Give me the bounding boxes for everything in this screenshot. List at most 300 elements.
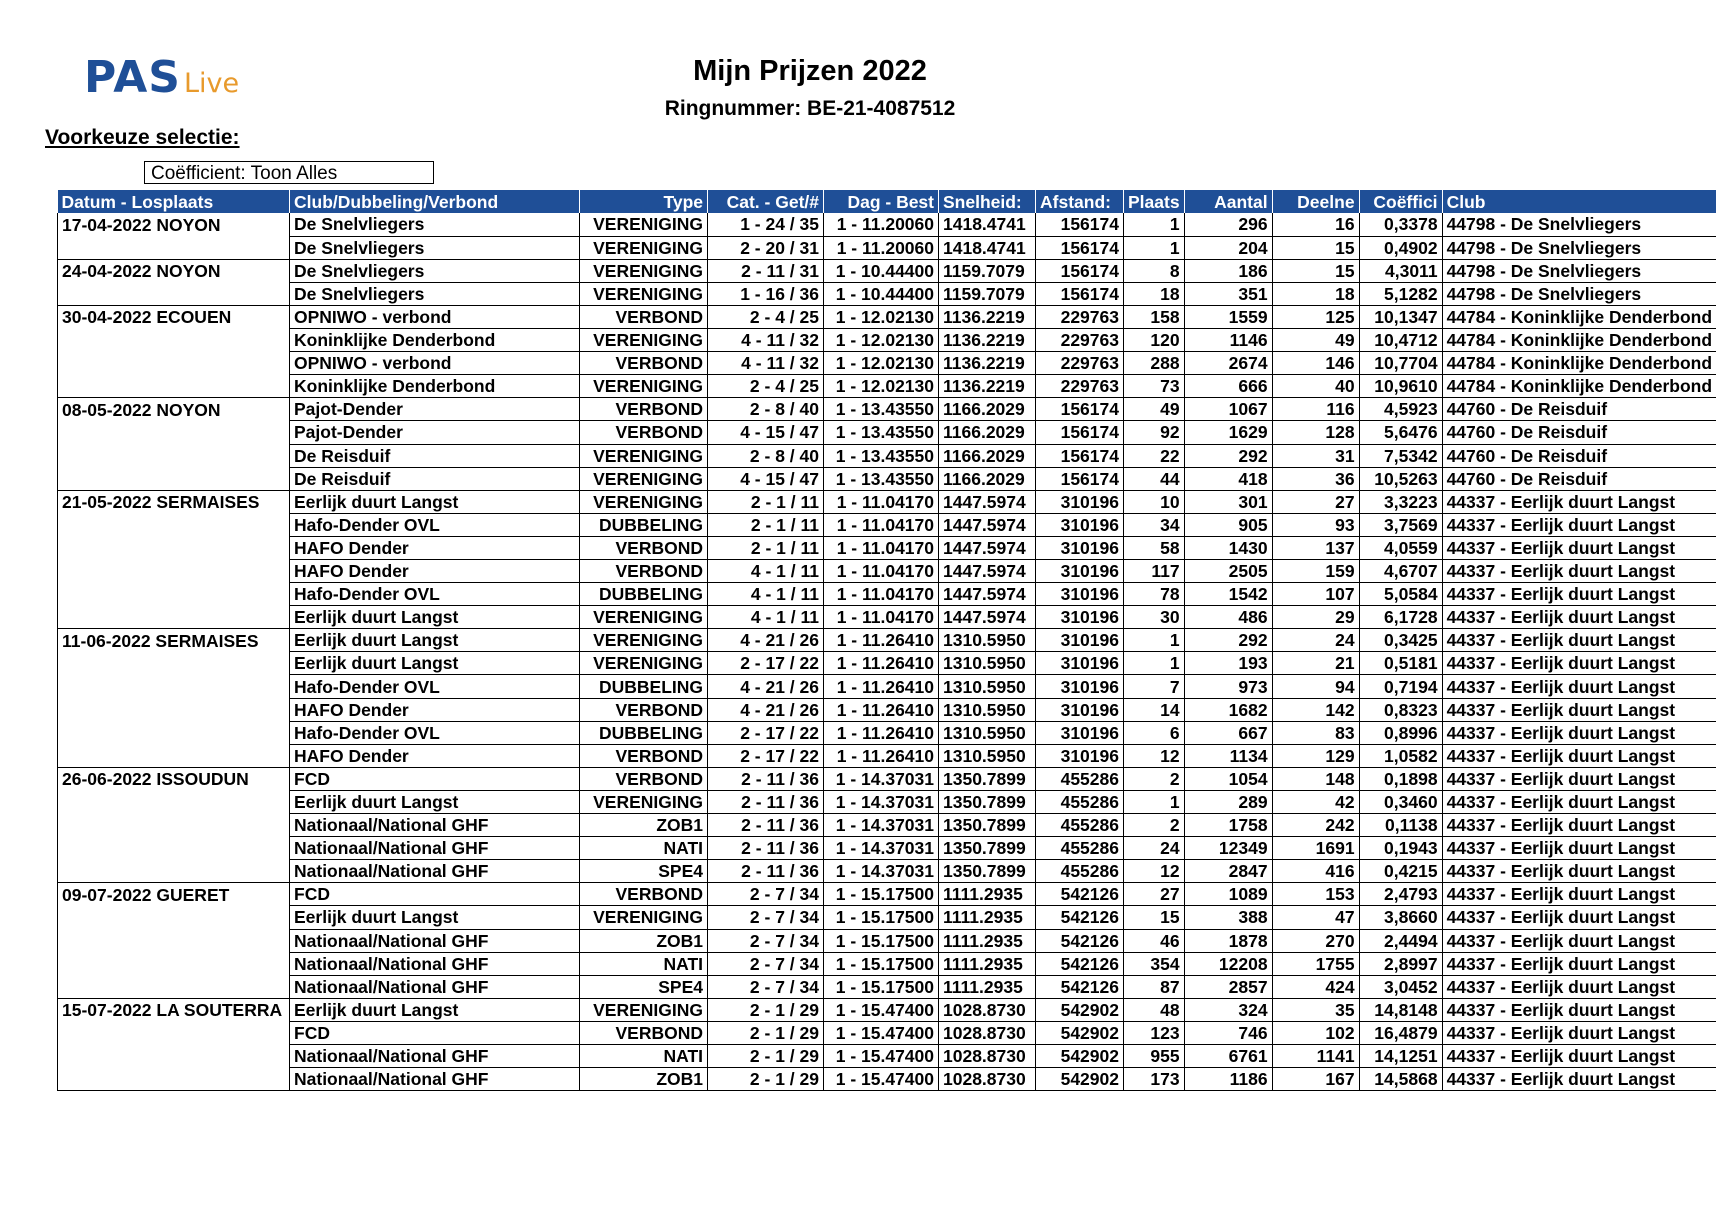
day-best-cell: 1 - 15.17500 <box>824 975 939 998</box>
club-cell: Nationaal/National GHF <box>290 814 580 837</box>
club-name-cell: 44760 - De Reisduif <box>1442 421 1716 444</box>
table-row <box>58 375 1717 398</box>
category-cell: 2 - 7 / 34 <box>708 975 824 998</box>
distance-cell: 229763 <box>1036 329 1124 352</box>
date-place-cell <box>58 560 290 583</box>
participants-cell: 16 <box>1272 213 1359 236</box>
club-cell: Eerlijk duurt Langst <box>290 490 580 513</box>
type-cell: VERBOND <box>580 352 708 375</box>
place-cell: 78 <box>1124 583 1185 606</box>
club-name-cell: 44784 - Koninklijke Denderbond <box>1442 352 1716 375</box>
coefficient-cell: 0,1138 <box>1359 814 1442 837</box>
participants-cell: 1141 <box>1272 1044 1359 1067</box>
date-place-cell: 15-07-2022 LA SOUTERRA <box>58 998 290 1021</box>
club-name-cell: 44798 - De Snelvliegers <box>1442 236 1716 259</box>
club-cell: De Snelvliegers <box>290 236 580 259</box>
distance-cell: 542902 <box>1036 1021 1124 1044</box>
table-row <box>58 767 1717 790</box>
place-cell: 2 <box>1124 767 1185 790</box>
place-cell: 27 <box>1124 883 1185 906</box>
distance-cell: 310196 <box>1036 490 1124 513</box>
speed-cell: 1447.5974 <box>939 606 1036 629</box>
type-cell: VERENIGING <box>580 282 708 305</box>
table-row <box>58 305 1717 328</box>
count-cell: 289 <box>1184 790 1272 813</box>
type-cell: DUBBELING <box>580 721 708 744</box>
day-best-cell: 1 - 12.02130 <box>824 305 939 328</box>
header-category: Cat. - Get/# <box>708 190 824 213</box>
club-name-cell: 44337 - Eerlijk duurt Langst <box>1442 560 1716 583</box>
coefficient-cell: 4,0559 <box>1359 536 1442 559</box>
day-best-cell: 1 - 12.02130 <box>824 375 939 398</box>
club-name-cell: 44337 - Eerlijk duurt Langst <box>1442 883 1716 906</box>
date-place-cell: 11-06-2022 SERMAISES <box>58 629 290 652</box>
distance-cell: 310196 <box>1036 652 1124 675</box>
type-cell: VERBOND <box>580 398 708 421</box>
club-name-cell: 44337 - Eerlijk duurt Langst <box>1442 675 1716 698</box>
type-cell: VERENIGING <box>580 259 708 282</box>
club-cell: De Reisduif <box>290 467 580 490</box>
coefficient-cell: 1,0582 <box>1359 744 1442 767</box>
count-cell: 666 <box>1184 375 1272 398</box>
participants-cell: 15 <box>1272 259 1359 282</box>
speed-cell: 1447.5974 <box>939 513 1036 536</box>
coefficient-cell: 0,5181 <box>1359 652 1442 675</box>
distance-cell: 542902 <box>1036 1068 1124 1091</box>
place-cell: 117 <box>1124 560 1185 583</box>
club-cell: FCD <box>290 1021 580 1044</box>
table-row <box>58 998 1717 1021</box>
distance-cell: 310196 <box>1036 629 1124 652</box>
table-row <box>58 952 1717 975</box>
day-best-cell: 1 - 11.26410 <box>824 744 939 767</box>
date-place-cell: 21-05-2022 SERMAISES <box>58 490 290 513</box>
type-cell: VERENIGING <box>580 790 708 813</box>
club-name-cell: 44337 - Eerlijk duurt Langst <box>1442 490 1716 513</box>
distance-cell: 542126 <box>1036 975 1124 998</box>
distance-cell: 156174 <box>1036 213 1124 236</box>
table-row <box>58 282 1717 305</box>
speed-cell: 1310.5950 <box>939 721 1036 744</box>
table-row <box>58 698 1717 721</box>
prizes-table <box>57 190 1716 1091</box>
type-cell: VERENIGING <box>580 998 708 1021</box>
count-cell: 1430 <box>1184 536 1272 559</box>
date-place-cell <box>58 1044 290 1067</box>
type-cell: VERENIGING <box>580 444 708 467</box>
type-cell: VERBOND <box>580 767 708 790</box>
date-place-cell <box>58 513 290 536</box>
type-cell: VERBOND <box>580 421 708 444</box>
type-cell: ZOB1 <box>580 1068 708 1091</box>
table-row <box>58 1021 1717 1044</box>
day-best-cell: 1 - 11.26410 <box>824 675 939 698</box>
speed-cell: 1136.2219 <box>939 375 1036 398</box>
participants-cell: 159 <box>1272 560 1359 583</box>
club-name-cell: 44798 - De Snelvliegers <box>1442 282 1716 305</box>
speed-cell: 1111.2935 <box>939 929 1036 952</box>
count-cell: 186 <box>1184 259 1272 282</box>
header-count: Aantal <box>1184 190 1272 213</box>
place-cell: 6 <box>1124 721 1185 744</box>
distance-cell: 310196 <box>1036 536 1124 559</box>
table-row <box>58 652 1717 675</box>
count-cell: 973 <box>1184 675 1272 698</box>
club-name-cell: 44760 - De Reisduif <box>1442 467 1716 490</box>
day-best-cell: 1 - 11.04170 <box>824 560 939 583</box>
distance-cell: 229763 <box>1036 305 1124 328</box>
participants-cell: 153 <box>1272 883 1359 906</box>
coefficient-cell: 0,8996 <box>1359 721 1442 744</box>
speed-cell: 1028.8730 <box>939 998 1036 1021</box>
place-cell: 49 <box>1124 398 1185 421</box>
distance-cell: 310196 <box>1036 744 1124 767</box>
table-row <box>58 906 1717 929</box>
speed-cell: 1350.7899 <box>939 837 1036 860</box>
club-cell: HAFO Dender <box>290 744 580 767</box>
table-row <box>58 213 1717 236</box>
date-place-cell <box>58 698 290 721</box>
category-cell: 2 - 8 / 40 <box>708 444 824 467</box>
category-cell: 2 - 7 / 34 <box>708 906 824 929</box>
coefficient-cell: 0,4902 <box>1359 236 1442 259</box>
club-cell: Eerlijk duurt Langst <box>290 629 580 652</box>
count-cell: 193 <box>1184 652 1272 675</box>
day-best-cell: 1 - 15.47400 <box>824 1068 939 1091</box>
coefficient-cell: 7,5342 <box>1359 444 1442 467</box>
date-place-cell <box>58 444 290 467</box>
day-best-cell: 1 - 11.04170 <box>824 583 939 606</box>
coefficient-cell: 0,4215 <box>1359 860 1442 883</box>
club-cell: Eerlijk duurt Langst <box>290 998 580 1021</box>
club-name-cell: 44760 - De Reisduif <box>1442 444 1716 467</box>
place-cell: 173 <box>1124 1068 1185 1091</box>
count-cell: 2847 <box>1184 860 1272 883</box>
distance-cell: 455286 <box>1036 860 1124 883</box>
club-name-cell: 44337 - Eerlijk duurt Langst <box>1442 929 1716 952</box>
coefficient-cell: 10,7704 <box>1359 352 1442 375</box>
date-place-cell <box>58 975 290 998</box>
coefficient-cell: 0,1943 <box>1359 837 1442 860</box>
day-best-cell: 1 - 10.44400 <box>824 259 939 282</box>
page-title: Mijn Prijzen 2022 <box>693 55 927 87</box>
count-cell: 1559 <box>1184 305 1272 328</box>
participants-cell: 27 <box>1272 490 1359 513</box>
day-best-cell: 1 - 15.47400 <box>824 1044 939 1067</box>
club-cell: Nationaal/National GHF <box>290 1068 580 1091</box>
type-cell: VERENIGING <box>580 490 708 513</box>
coefficient-cell: 3,7569 <box>1359 513 1442 536</box>
type-cell: VERENIGING <box>580 213 708 236</box>
distance-cell: 455286 <box>1036 837 1124 860</box>
participants-cell: 129 <box>1272 744 1359 767</box>
speed-cell: 1159.7079 <box>939 282 1036 305</box>
category-cell: 2 - 1 / 29 <box>708 1021 824 1044</box>
club-name-cell: 44337 - Eerlijk duurt Langst <box>1442 583 1716 606</box>
speed-cell: 1166.2029 <box>939 421 1036 444</box>
table-header-row <box>58 190 1717 213</box>
club-cell: HAFO Dender <box>290 698 580 721</box>
date-place-cell <box>58 675 290 698</box>
category-cell: 2 - 1 / 29 <box>708 1068 824 1091</box>
coefficient-cell: 4,3011 <box>1359 259 1442 282</box>
count-cell: 204 <box>1184 236 1272 259</box>
category-cell: 4 - 21 / 26 <box>708 698 824 721</box>
type-cell: VERENIGING <box>580 652 708 675</box>
distance-cell: 156174 <box>1036 421 1124 444</box>
place-cell: 1 <box>1124 790 1185 813</box>
distance-cell: 310196 <box>1036 698 1124 721</box>
table-row <box>58 1044 1717 1067</box>
club-cell: Nationaal/National GHF <box>290 1044 580 1067</box>
type-cell: DUBBELING <box>580 675 708 698</box>
category-cell: 2 - 11 / 31 <box>708 259 824 282</box>
type-cell: ZOB1 <box>580 929 708 952</box>
table-row <box>58 606 1717 629</box>
header-speed: Snelheid: <box>939 190 1036 213</box>
place-cell: 87 <box>1124 975 1185 998</box>
coefficient-cell: 3,3223 <box>1359 490 1442 513</box>
day-best-cell: 1 - 11.04170 <box>824 606 939 629</box>
place-cell: 158 <box>1124 305 1185 328</box>
speed-cell: 1166.2029 <box>939 398 1036 421</box>
type-cell: VERBOND <box>580 883 708 906</box>
participants-cell: 146 <box>1272 352 1359 375</box>
speed-cell: 1166.2029 <box>939 444 1036 467</box>
day-best-cell: 1 - 15.47400 <box>824 998 939 1021</box>
coefficient-cell: 14,5868 <box>1359 1068 1442 1091</box>
type-cell: ZOB1 <box>580 814 708 837</box>
speed-cell: 1418.4741 <box>939 236 1036 259</box>
header-type: Type <box>580 190 708 213</box>
category-cell: 4 - 1 / 11 <box>708 606 824 629</box>
speed-cell: 1111.2935 <box>939 952 1036 975</box>
count-cell: 1067 <box>1184 398 1272 421</box>
club-name-cell: 44784 - Koninklijke Denderbond <box>1442 375 1716 398</box>
category-cell: 2 - 7 / 34 <box>708 883 824 906</box>
club-cell: De Snelvliegers <box>290 282 580 305</box>
place-cell: 1 <box>1124 213 1185 236</box>
date-place-cell <box>58 583 290 606</box>
category-cell: 2 - 7 / 34 <box>708 952 824 975</box>
type-cell: SPE4 <box>580 860 708 883</box>
participants-cell: 416 <box>1272 860 1359 883</box>
coefficient-cell: 4,5923 <box>1359 398 1442 421</box>
club-cell: FCD <box>290 883 580 906</box>
category-cell: 1 - 24 / 35 <box>708 213 824 236</box>
coefficient-cell: 10,9610 <box>1359 375 1442 398</box>
date-place-cell <box>58 952 290 975</box>
day-best-cell: 1 - 15.17500 <box>824 929 939 952</box>
coefficient-cell: 0,7194 <box>1359 675 1442 698</box>
type-cell: VERENIGING <box>580 629 708 652</box>
place-cell: 288 <box>1124 352 1185 375</box>
category-cell: 4 - 15 / 47 <box>708 421 824 444</box>
count-cell: 905 <box>1184 513 1272 536</box>
count-cell: 12349 <box>1184 837 1272 860</box>
participants-cell: 107 <box>1272 583 1359 606</box>
place-cell: 2 <box>1124 814 1185 837</box>
date-place-cell <box>58 744 290 767</box>
coefficient-cell: 3,0452 <box>1359 975 1442 998</box>
type-cell: NATI <box>580 952 708 975</box>
category-cell: 4 - 15 / 47 <box>708 467 824 490</box>
place-cell: 34 <box>1124 513 1185 536</box>
coefficient-cell: 10,1347 <box>1359 305 1442 328</box>
date-place-cell <box>58 814 290 837</box>
date-place-cell: 24-04-2022 NOYON <box>58 259 290 282</box>
category-cell: 2 - 1 / 11 <box>708 536 824 559</box>
club-name-cell: 44337 - Eerlijk duurt Langst <box>1442 1044 1716 1067</box>
participants-cell: 49 <box>1272 329 1359 352</box>
participants-cell: 142 <box>1272 698 1359 721</box>
place-cell: 12 <box>1124 860 1185 883</box>
distance-cell: 310196 <box>1036 675 1124 698</box>
table-row <box>58 975 1717 998</box>
speed-cell: 1447.5974 <box>939 536 1036 559</box>
type-cell: VERBOND <box>580 698 708 721</box>
category-cell: 2 - 17 / 22 <box>708 721 824 744</box>
category-cell: 2 - 11 / 36 <box>708 814 824 837</box>
club-name-cell: 44337 - Eerlijk duurt Langst <box>1442 652 1716 675</box>
distance-cell: 542902 <box>1036 998 1124 1021</box>
day-best-cell: 1 - 11.04170 <box>824 513 939 536</box>
count-cell: 12208 <box>1184 952 1272 975</box>
table-row <box>58 883 1717 906</box>
participants-cell: 24 <box>1272 629 1359 652</box>
club-cell: Pajot-Dender <box>290 421 580 444</box>
place-cell: 10 <box>1124 490 1185 513</box>
place-cell: 48 <box>1124 998 1185 1021</box>
category-cell: 2 - 11 / 36 <box>708 860 824 883</box>
table-row <box>58 1068 1717 1091</box>
table-row <box>58 929 1717 952</box>
distance-cell: 542126 <box>1036 906 1124 929</box>
speed-cell: 1111.2935 <box>939 883 1036 906</box>
date-place-cell: 17-04-2022 NOYON <box>58 213 290 236</box>
club-cell: Nationaal/National GHF <box>290 952 580 975</box>
club-name-cell: 44337 - Eerlijk duurt Langst <box>1442 536 1716 559</box>
date-place-cell <box>58 652 290 675</box>
count-cell: 1682 <box>1184 698 1272 721</box>
category-cell: 2 - 17 / 22 <box>708 744 824 767</box>
category-cell: 2 - 1 / 29 <box>708 1044 824 1067</box>
participants-cell: 15 <box>1272 236 1359 259</box>
date-place-cell <box>58 352 290 375</box>
distance-cell: 542126 <box>1036 952 1124 975</box>
coefficient-cell: 16,4879 <box>1359 1021 1442 1044</box>
place-cell: 18 <box>1124 282 1185 305</box>
club-cell: Hafo-Dender OVL <box>290 721 580 744</box>
distance-cell: 542902 <box>1036 1044 1124 1067</box>
count-cell: 667 <box>1184 721 1272 744</box>
coefficient-cell: 5,1282 <box>1359 282 1442 305</box>
preselect-label: Voorkeuze selectie: <box>45 126 240 149</box>
date-place-cell: 26-06-2022 ISSOUDUN <box>58 767 290 790</box>
club-name-cell: 44337 - Eerlijk duurt Langst <box>1442 837 1716 860</box>
club-name-cell: 44337 - Eerlijk duurt Langst <box>1442 814 1716 837</box>
participants-cell: 116 <box>1272 398 1359 421</box>
date-place-cell <box>58 929 290 952</box>
participants-cell: 167 <box>1272 1068 1359 1091</box>
table-row <box>58 490 1717 513</box>
table-row <box>58 536 1717 559</box>
table-row <box>58 790 1717 813</box>
count-cell: 486 <box>1184 606 1272 629</box>
speed-cell: 1310.5950 <box>939 675 1036 698</box>
category-cell: 2 - 11 / 36 <box>708 767 824 790</box>
table-row <box>58 444 1717 467</box>
day-best-cell: 1 - 13.43550 <box>824 444 939 467</box>
day-best-cell: 1 - 11.20060 <box>824 236 939 259</box>
participants-cell: 40 <box>1272 375 1359 398</box>
place-cell: 30 <box>1124 606 1185 629</box>
club-cell: Hafo-Dender OVL <box>290 675 580 698</box>
day-best-cell: 1 - 12.02130 <box>824 352 939 375</box>
table-row <box>58 398 1717 421</box>
count-cell: 324 <box>1184 998 1272 1021</box>
date-place-cell <box>58 860 290 883</box>
count-cell: 1089 <box>1184 883 1272 906</box>
speed-cell: 1350.7899 <box>939 814 1036 837</box>
day-best-cell: 1 - 11.26410 <box>824 652 939 675</box>
club-name-cell: 44798 - De Snelvliegers <box>1442 213 1716 236</box>
distance-cell: 310196 <box>1036 606 1124 629</box>
participants-cell: 36 <box>1272 467 1359 490</box>
distance-cell: 156174 <box>1036 236 1124 259</box>
day-best-cell: 1 - 14.37031 <box>824 837 939 860</box>
participants-cell: 35 <box>1272 998 1359 1021</box>
coefficient-cell: 2,4793 <box>1359 883 1442 906</box>
coefficient-cell: 10,4712 <box>1359 329 1442 352</box>
category-cell: 4 - 21 / 26 <box>708 675 824 698</box>
place-cell: 44 <box>1124 467 1185 490</box>
coefficient-cell: 14,8148 <box>1359 998 1442 1021</box>
speed-cell: 1310.5950 <box>939 698 1036 721</box>
place-cell: 12 <box>1124 744 1185 767</box>
place-cell: 46 <box>1124 929 1185 952</box>
date-place-cell <box>58 1021 290 1044</box>
place-cell: 120 <box>1124 329 1185 352</box>
category-cell: 2 - 20 / 31 <box>708 236 824 259</box>
day-best-cell: 1 - 14.37031 <box>824 860 939 883</box>
club-cell: Pajot-Dender <box>290 398 580 421</box>
club-cell: Hafo-Dender OVL <box>290 583 580 606</box>
day-best-cell: 1 - 15.17500 <box>824 906 939 929</box>
count-cell: 1542 <box>1184 583 1272 606</box>
type-cell: SPE4 <box>580 975 708 998</box>
participants-cell: 31 <box>1272 444 1359 467</box>
header-club-name: Club <box>1442 190 1716 213</box>
speed-cell: 1136.2219 <box>939 329 1036 352</box>
table-row <box>58 860 1717 883</box>
category-cell: 4 - 1 / 11 <box>708 560 824 583</box>
day-best-cell: 1 - 11.26410 <box>824 629 939 652</box>
participants-cell: 29 <box>1272 606 1359 629</box>
count-cell: 388 <box>1184 906 1272 929</box>
coefficient-cell: 5,6476 <box>1359 421 1442 444</box>
coefficient-cell: 2,8997 <box>1359 952 1442 975</box>
type-cell: NATI <box>580 1044 708 1067</box>
club-cell: Eerlijk duurt Langst <box>290 606 580 629</box>
type-cell: VERENIGING <box>580 467 708 490</box>
club-name-cell: 44337 - Eerlijk duurt Langst <box>1442 606 1716 629</box>
distance-cell: 455286 <box>1036 767 1124 790</box>
participants-cell: 242 <box>1272 814 1359 837</box>
date-place-cell <box>58 721 290 744</box>
participants-cell: 21 <box>1272 652 1359 675</box>
coefficient-filter-select[interactable]: Coëfficient: Toon Alles <box>144 161 434 184</box>
